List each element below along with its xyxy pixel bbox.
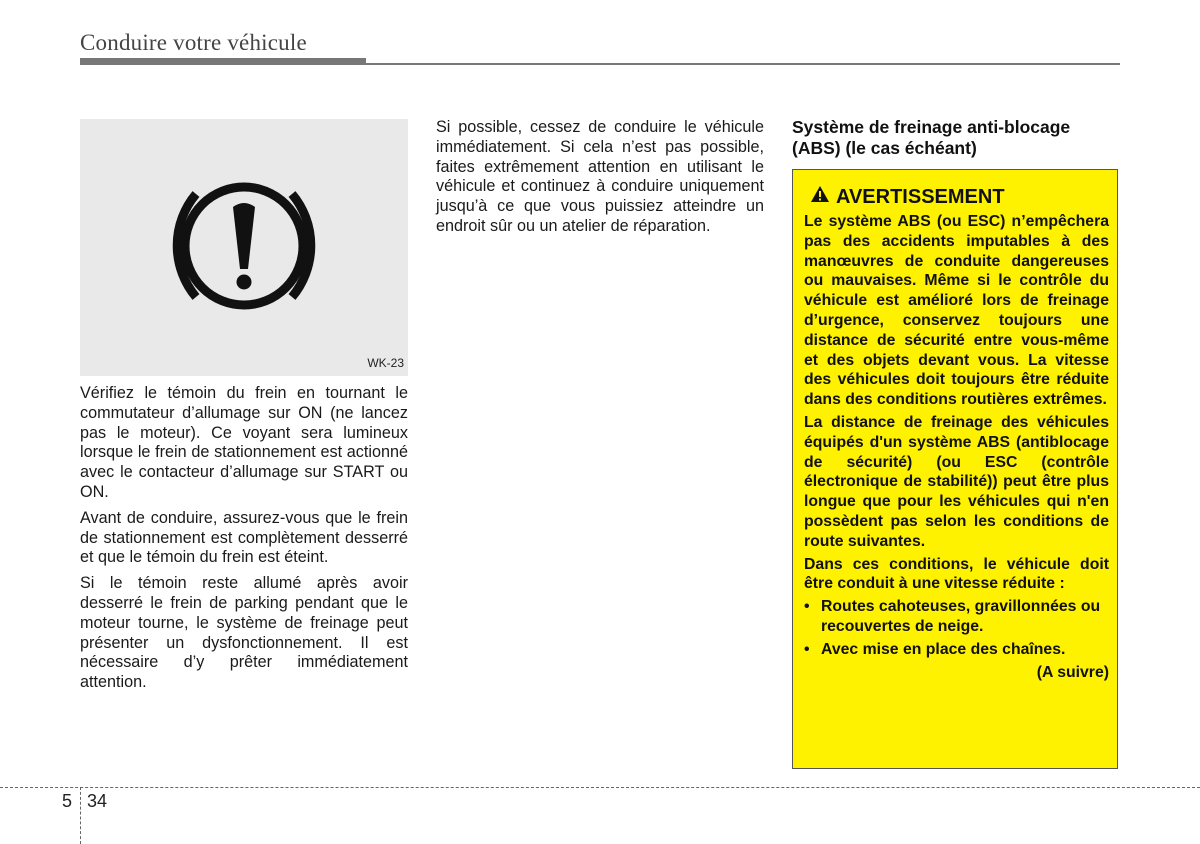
brake-warning-icon xyxy=(80,119,408,376)
warning-title-text: AVERTISSEMENT xyxy=(836,185,1005,208)
middle-column xyxy=(436,118,764,243)
chapter-number: 5 xyxy=(62,791,73,811)
list-item xyxy=(804,597,1109,637)
brake-warning-figure xyxy=(80,119,408,376)
list-item-text: Avec mise en place des chaînes. xyxy=(821,640,1066,658)
left-column xyxy=(80,384,408,699)
page-number: 34 xyxy=(87,791,108,811)
warning-list xyxy=(804,597,1109,659)
footer-rule xyxy=(0,787,1200,788)
paragraph: Avant de conduire, assurez-vous que le frein de stationnement est complètement desserré et que le témoin du frein est éteint. xyxy=(80,508,408,567)
page-header-title: Conduire votre véhicule xyxy=(80,30,307,55)
list-item-text: Routes cahoteuses, gravillonnées ou recouvertes de neige. xyxy=(821,598,1101,635)
paragraph: Si possible, cessez de conduire le véhicule immédiatement. Si cela n’est pas possible, faites extrêmement attention en utilisant le véhicule et continuez à conduire uniquement jusqu’à ce que vous puissiez atteindre un endroit sûr ou un atelier de réparation. xyxy=(436,118,764,235)
paragraph: Si le témoin reste allumé après avoir desserré le frein de parking pendant que le moteur tourne, le système de freinage peut présenter un dysfonctionnement. Il est nécessaire d’y prêter immédiatement attention. xyxy=(80,574,408,692)
list-item xyxy=(804,640,1109,660)
warning-paragraph: Le système ABS (ou ESC) n’empêchera pas des accidents imputables à des manœuvres de conduite dangereuses ou mauvaises. Même si le contrôle du véhicule est amélioré lors de freinage d’urgence, conservez toujours une distance de sécurité entre vous-même et des objets devant vous. La vitesse des véhicules doit toujours être réduite dans des conditions routières extrêmes. xyxy=(804,213,1109,409)
figure-label: WK-23 xyxy=(367,356,404,370)
warning-title xyxy=(810,185,1005,209)
header-rule-thick xyxy=(80,58,366,65)
warning-box xyxy=(792,169,1118,769)
warning-paragraph: La distance de freinage des véhicules équipés d'un système ABS (antiblocage de sécurité) (ou ESC (contrôle électronique de stabilité)) peut être plus longue que pour les véhicules qui n'en possèdent pas selon les conditions de route suivantes. xyxy=(804,413,1109,550)
bullet: • xyxy=(804,640,810,658)
paragraph: Vérifiez le témoin du frein en tournant le commutateur d’allumage sur ON (ne lancez pas le moteur). Ce voyant sera lumineux lorsque le frein de stationnement est actionné avec le contacteur d’allumage sur START ou ON. xyxy=(80,384,408,501)
warning-body xyxy=(804,212,1109,682)
to-be-continued: (A suivre) xyxy=(1036,663,1109,681)
bullet: • xyxy=(804,598,810,616)
warning-triangle-icon xyxy=(810,185,830,209)
header-rule-thin xyxy=(366,63,1120,65)
footer-divider xyxy=(80,787,81,844)
section-heading: Système de freinage anti-blocage (ABS) (le cas échéant) xyxy=(792,117,1071,158)
warning-paragraph: Dans ces conditions, le véhicule doit être conduit à une vitesse réduite : xyxy=(804,555,1109,593)
